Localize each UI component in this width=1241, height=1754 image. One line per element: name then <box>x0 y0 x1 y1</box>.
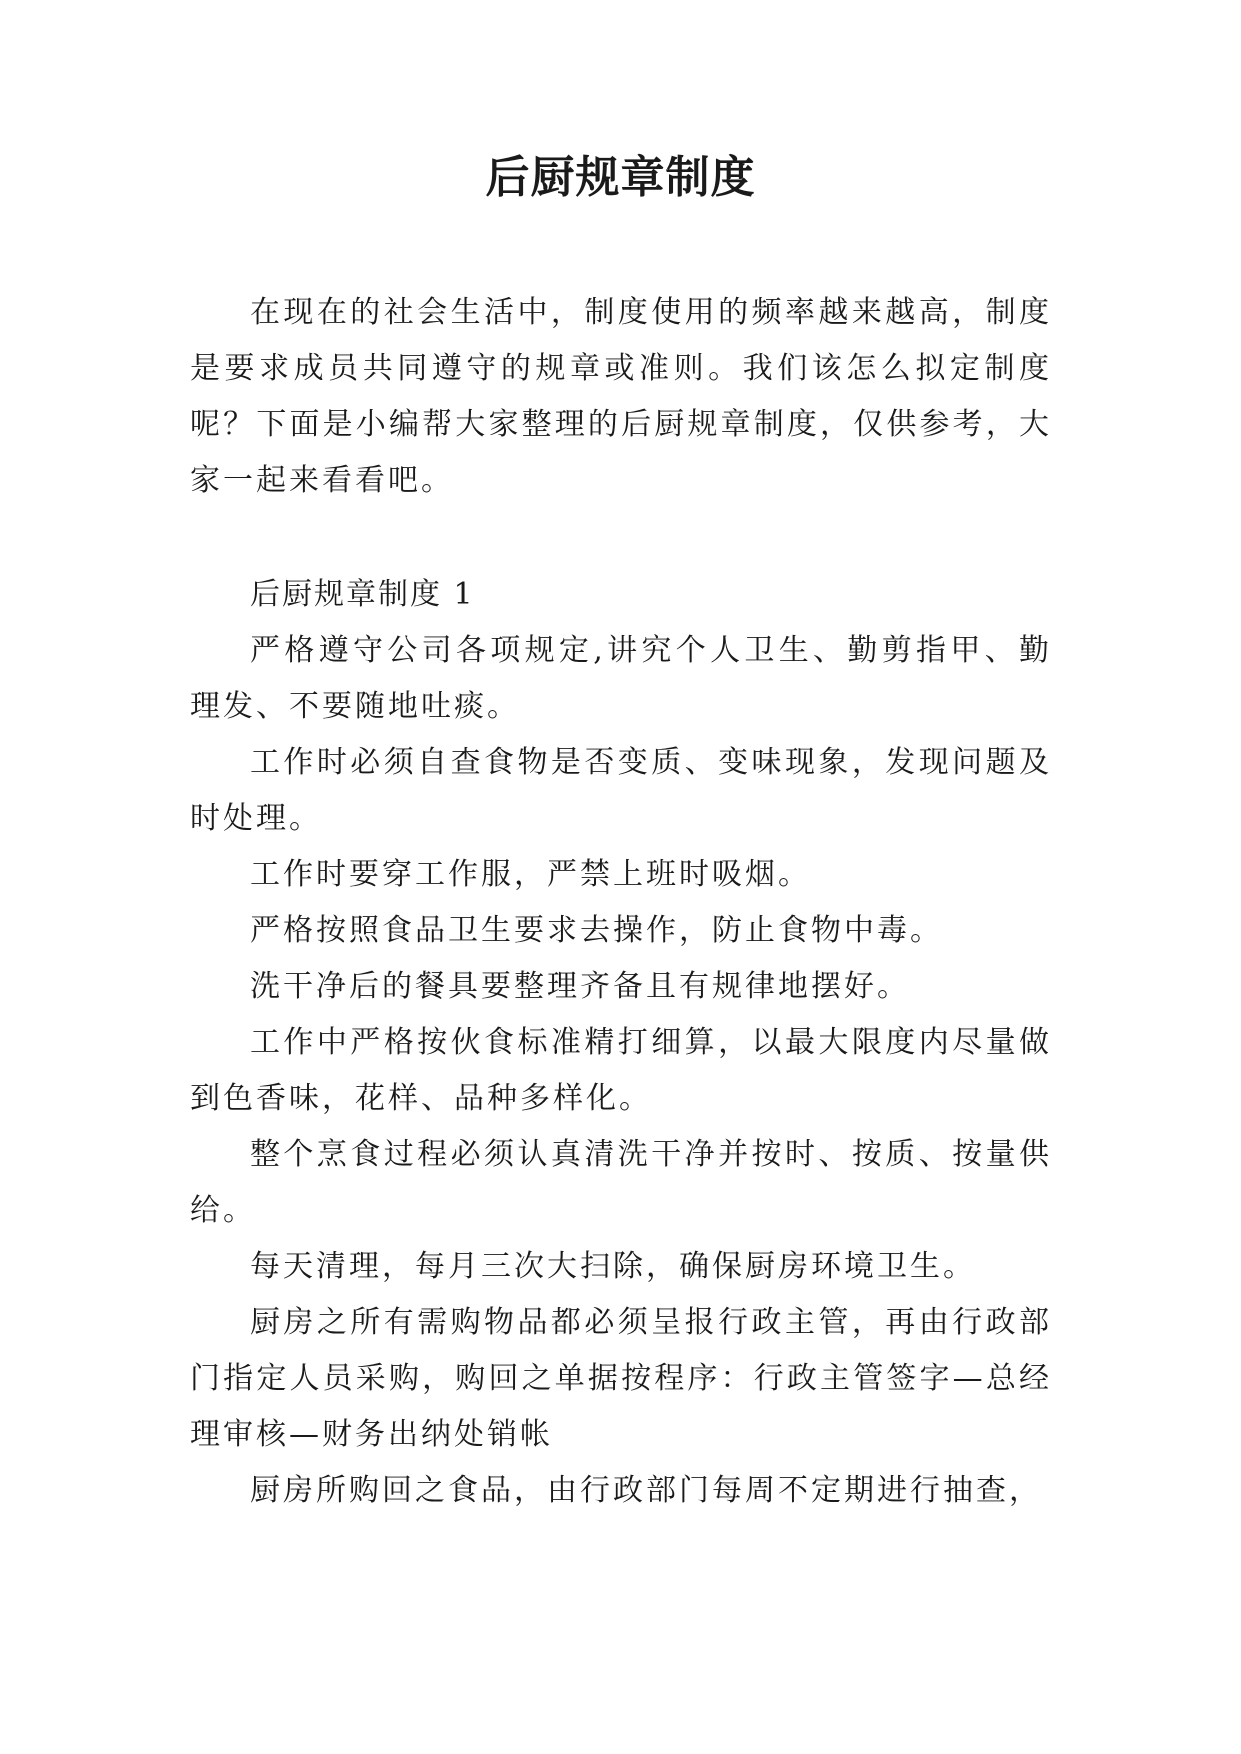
rule-paragraph: 工作时必须自查食物是否变质、变味现象，发现问题及时处理。 <box>190 745 1052 836</box>
rule-paragraph: 整个烹食过程必须认真清洗干净并按时、按质、按量供给。 <box>190 1137 1052 1228</box>
rule-paragraph: 严格按照食品卫生要求去操作，防止食物中毒。 <box>250 913 943 948</box>
section-heading: 后厨规章制度 1 <box>250 577 475 612</box>
rule-paragraph: 每天清理，每月三次大扫除，确保厨房环境卫生。 <box>250 1249 976 1284</box>
rule-paragraph: 厨房所购回之食品，由行政部门每周不定期进行抽查， <box>250 1473 1042 1508</box>
rule-paragraph: 工作时要穿工作服，严禁上班时吸烟。 <box>250 857 811 892</box>
rule-paragraph: 洗干净后的餐具要整理齐备且有规律地摆好。 <box>250 969 910 1004</box>
document-title: 后厨规章制度 <box>485 152 756 203</box>
rule-paragraph: 厨房之所有需购物品都必须呈报行政主管，再由行政部门指定人员采购，购回之单据按程序：行政主管签字—总经理审核—财务出纳处销帐 <box>190 1305 1052 1452</box>
rule-paragraph: 工作中严格按伙食标准精打细算，以最大限度内尽量做到色香味，花样、品种多样化。 <box>190 1025 1052 1116</box>
document-body <box>190 285 1052 1519</box>
rule-paragraph: 严格遵守公司各项规定,讲究个人卫生、勤剪指甲、勤理发、不要随地吐痰。 <box>190 633 1052 724</box>
intro-paragraph: 在现在的社会生活中，制度使用的频率越来越高，制度是要求成员共同遵守的规章或准则。我们该怎么拟定制度呢？下面是小编帮大家整理的后厨规章制度，仅供参考，大家一起来看看吧。 <box>190 295 1052 498</box>
